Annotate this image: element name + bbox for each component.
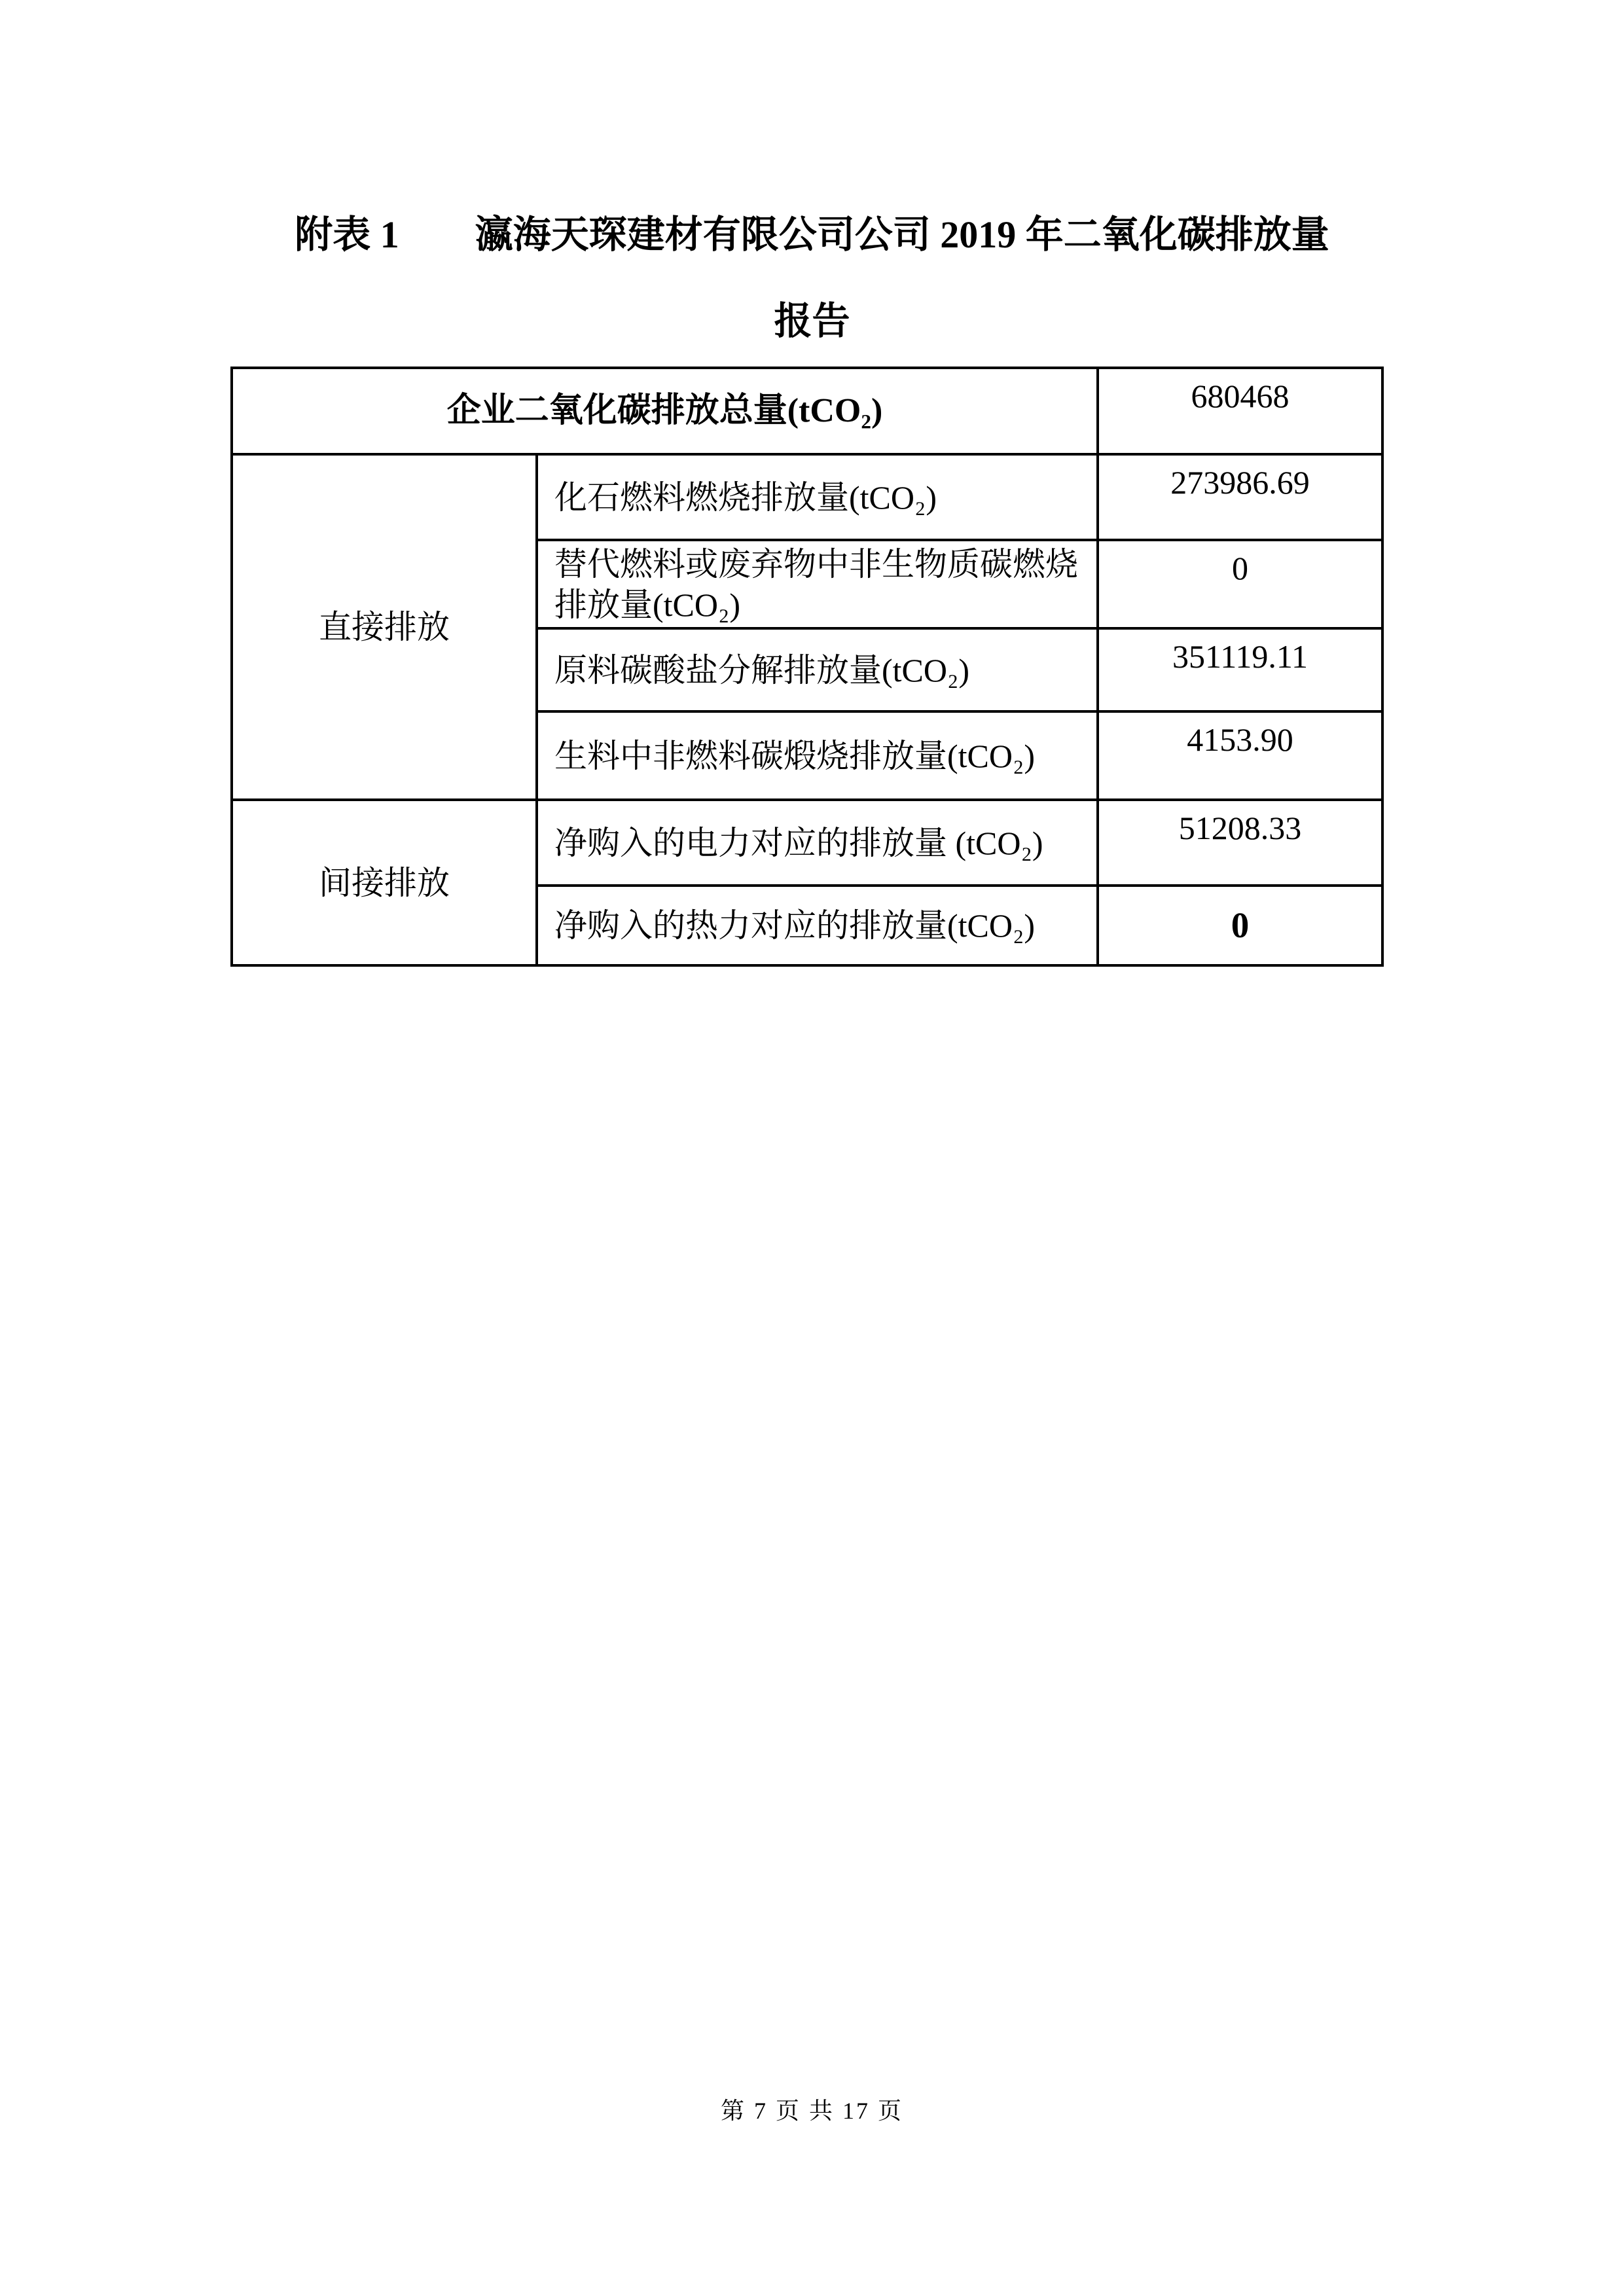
- alternative-fuel-non-biomass-value: 0: [1098, 540, 1382, 628]
- raw-meal-non-fuel-carbon-calcination-label: 生料中非燃料碳煅烧排放量(tCO₂): [537, 711, 1098, 800]
- fossil-fuel-combustion-label: 化石燃料燃烧排放量(tCO₂): [537, 454, 1098, 540]
- raw-meal-non-fuel-carbon-calcination-value: 4153.90: [1098, 711, 1382, 800]
- net-purchased-heat-value: 0: [1098, 886, 1382, 965]
- raw-material-carbonate-decomposition-label: 原料碳酸盐分解排放量(tCO₂): [537, 628, 1098, 711]
- raw-material-carbonate-decomposition-value: 351119.11: [1098, 628, 1382, 711]
- indirect-emissions-section-label: 间接排放: [232, 800, 537, 965]
- total-emissions-label: 企业二氧化碳排放总量(tCO₂): [232, 368, 1098, 454]
- net-purchased-electricity-label: 净购入的电力对应的排放量 (tCO₂): [537, 800, 1098, 886]
- alternative-fuel-non-biomass-label: 替代燃料或废弃物中非生物质碳燃烧排放量(tCO₂): [537, 540, 1098, 628]
- report-title-line1: 附表 1 瀛海天琛建材有限公司公司 2019 年二氧化碳排放量: [295, 213, 1329, 256]
- fossil-fuel-combustion-value: 273986.69: [1098, 454, 1382, 540]
- table-row: [232, 454, 1382, 540]
- emissions-table: [230, 367, 1384, 967]
- total-emissions-value: 680468: [1098, 368, 1382, 454]
- page-number-footer: 第 7 页 共 17 页: [720, 2098, 903, 2124]
- net-purchased-electricity-value: 51208.33: [1098, 800, 1382, 886]
- report-title-line2: 报告: [774, 300, 850, 342]
- table-row: [232, 800, 1382, 886]
- net-purchased-heat-label: 净购入的热力对应的排放量(tCO₂): [537, 886, 1098, 965]
- direct-emissions-section-label: 直接排放: [232, 454, 537, 800]
- table-row: [232, 368, 1382, 454]
